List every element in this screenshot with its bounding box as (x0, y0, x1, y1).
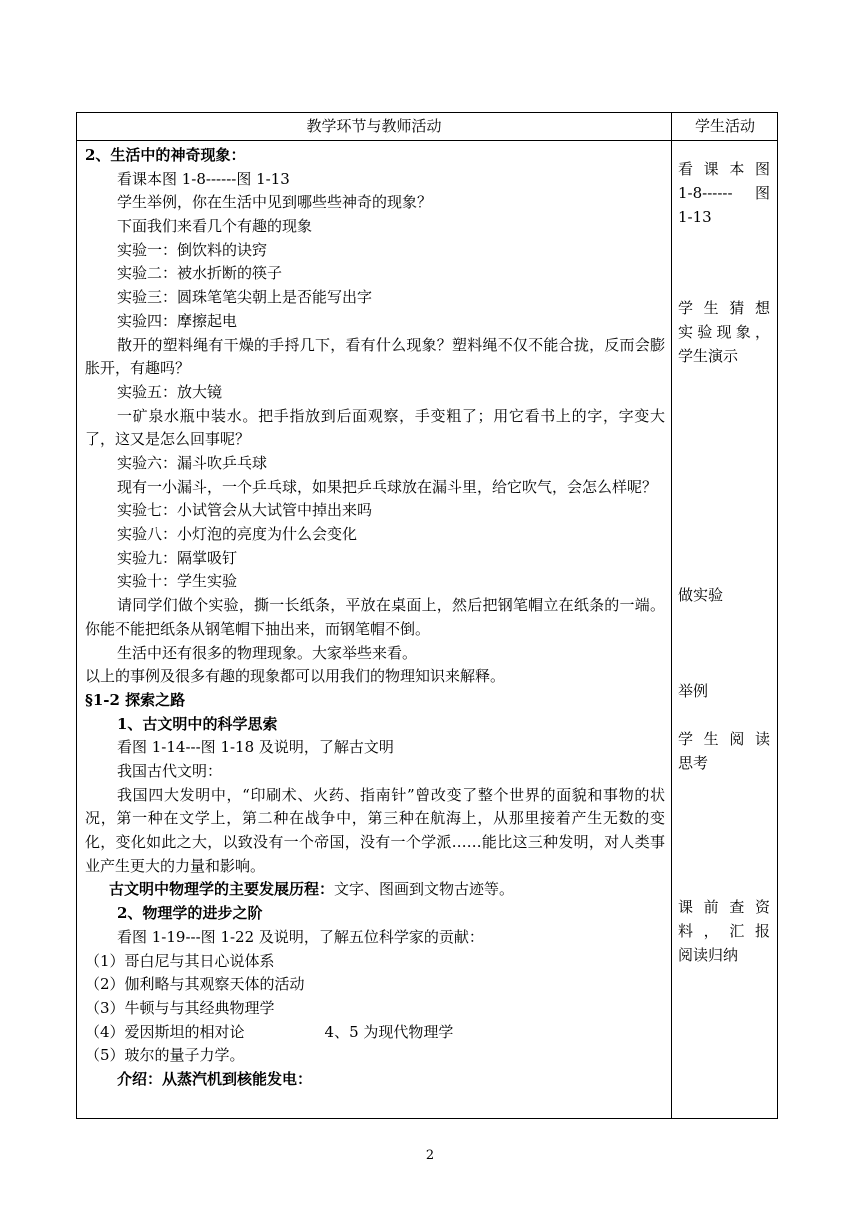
experiment-line: 实验七：小试管会从大试管中掉出来吗 (117, 501, 373, 520)
development-label: 古文明中物理学的主要发展历程： (109, 880, 335, 899)
section-heading: 2、生活中的神奇现象： (85, 146, 246, 164)
text-line: 看图 1-19---图 1-22 及说明，了解五位科学家的贡献： (117, 927, 484, 946)
text-paragraph: 请同学们做个实验，撕一长纸条，平放在桌面上，然后把钢笔帽立在纸条的一端。你能不能把纸条从钢笔帽下抽出来，而钢笔帽不倒。 (85, 596, 665, 638)
text-line: 生活中还有很多的物理现象。大家举些来看。 (117, 643, 418, 662)
header-teacher-activity: 教学环节与教师活动 (306, 117, 442, 135)
lesson-table (76, 112, 778, 1119)
page-number: 2 (425, 1148, 435, 1163)
experiment-line: 实验一：倒饮料的诀窍 (117, 240, 268, 259)
student-note-5: 学生阅读 思考 (678, 730, 770, 772)
development-line (85, 878, 665, 902)
list-item (85, 1021, 665, 1045)
experiment-line: 实验九：隔掌吸钉 (117, 548, 238, 567)
text-line: 看课本图 1-8------图 1-13 (117, 169, 290, 188)
student-note-4: 举例 (678, 682, 709, 700)
experiment-line: 实验三：圆珠笔笔尖朝上是否能写出字 (117, 288, 373, 307)
student-note-6: 课前查资 料，汇报 阅读归纳 (678, 898, 770, 964)
table-header-row (77, 113, 777, 141)
experiment-line: 实验四：摩擦起电 (117, 311, 238, 330)
student-note-2: 学生猜想 实验现象， 学生演示 (678, 299, 770, 365)
experiment-line: 实验六：漏斗吹乒乓球 (117, 454, 268, 472)
list-item: （3）牛顿与与其经典物理学 (85, 998, 275, 1017)
list-item: （2）伽利略与其观察天体的活动 (85, 975, 305, 994)
experiment-line: 实验五：放大镜 (117, 382, 223, 401)
list-item: （1）哥白尼与其日心说体系 (85, 951, 275, 970)
list-item-text: （4）爱因斯坦的相对论 (85, 1022, 245, 1041)
subsection-heading: 2、物理学的进步之阶 (117, 904, 263, 923)
intro-heading: 介绍：从蒸汽机到核能发电： (117, 1069, 313, 1088)
text-line: 学生举例，你在生活中见到哪些些神奇的现象？ (117, 193, 433, 212)
subsection-heading: 1、古文明中的科学思索 (117, 714, 278, 733)
experiment-line: 实验八：小灯泡的亮度为什么会变化 (117, 525, 358, 544)
text-line: 下面我们来看几个有趣的现象 (117, 217, 313, 236)
development-text: 文字、图画到文物古迹等。 (334, 880, 515, 899)
experiment-line: 实验二：被水折断的筷子 (117, 264, 283, 283)
header-student-activity: 学生活动 (694, 117, 755, 135)
column-divider (671, 113, 672, 1118)
text-line: 以上的事例及很多有趣的现象都可以用我们的物理知识来解释。 (85, 667, 506, 686)
text-paragraph: 现有一小漏斗，一个乒乓球，如果把乒乓球放在漏斗里，给它吹气，会怎么样呢？ (117, 477, 658, 496)
text-line: 我国古代文明： (117, 761, 223, 780)
section-heading: §1-2 探索之路 (85, 690, 186, 709)
text-line: 看图 1-14---图 1-18 及说明，了解古文明 (117, 738, 394, 757)
text-paragraph: 我国四大发明中，“印刷术、火药、指南针”曾改变了整个世界的面貌和事物的状况，第一种在文学上，第二种在战争中，第三种在航海上，从那里接着产生无数的变化，变化如此之大，以致没有一个帝国，没有一个学派……能比这三种发明，对人类事业产生更大的力量和影响。 (85, 785, 665, 875)
experiment-line: 实验十：学生实验 (117, 572, 238, 591)
modern-physics-note: 4、5 为现代物理学 (324, 1022, 454, 1041)
text-paragraph: 一矿泉水瓶中装水。把手指放到后面观察，手变粗了；用它看书上的字，字变大了，这又是怎么回事呢？ (85, 406, 665, 449)
student-note-3: 做实验 (678, 586, 724, 604)
list-item: （5）玻尔的量子力学。 (85, 1046, 245, 1065)
teacher-activity-content (85, 144, 665, 1092)
text-paragraph: 散开的塑料绳有干燥的手捋几下，看有什么现象？塑料绳不仅不能合拢，反而会膨胀开，有趣吗？ (85, 335, 665, 378)
student-note-1: 看课本图 1-8------ 图 1-13 (678, 160, 770, 226)
